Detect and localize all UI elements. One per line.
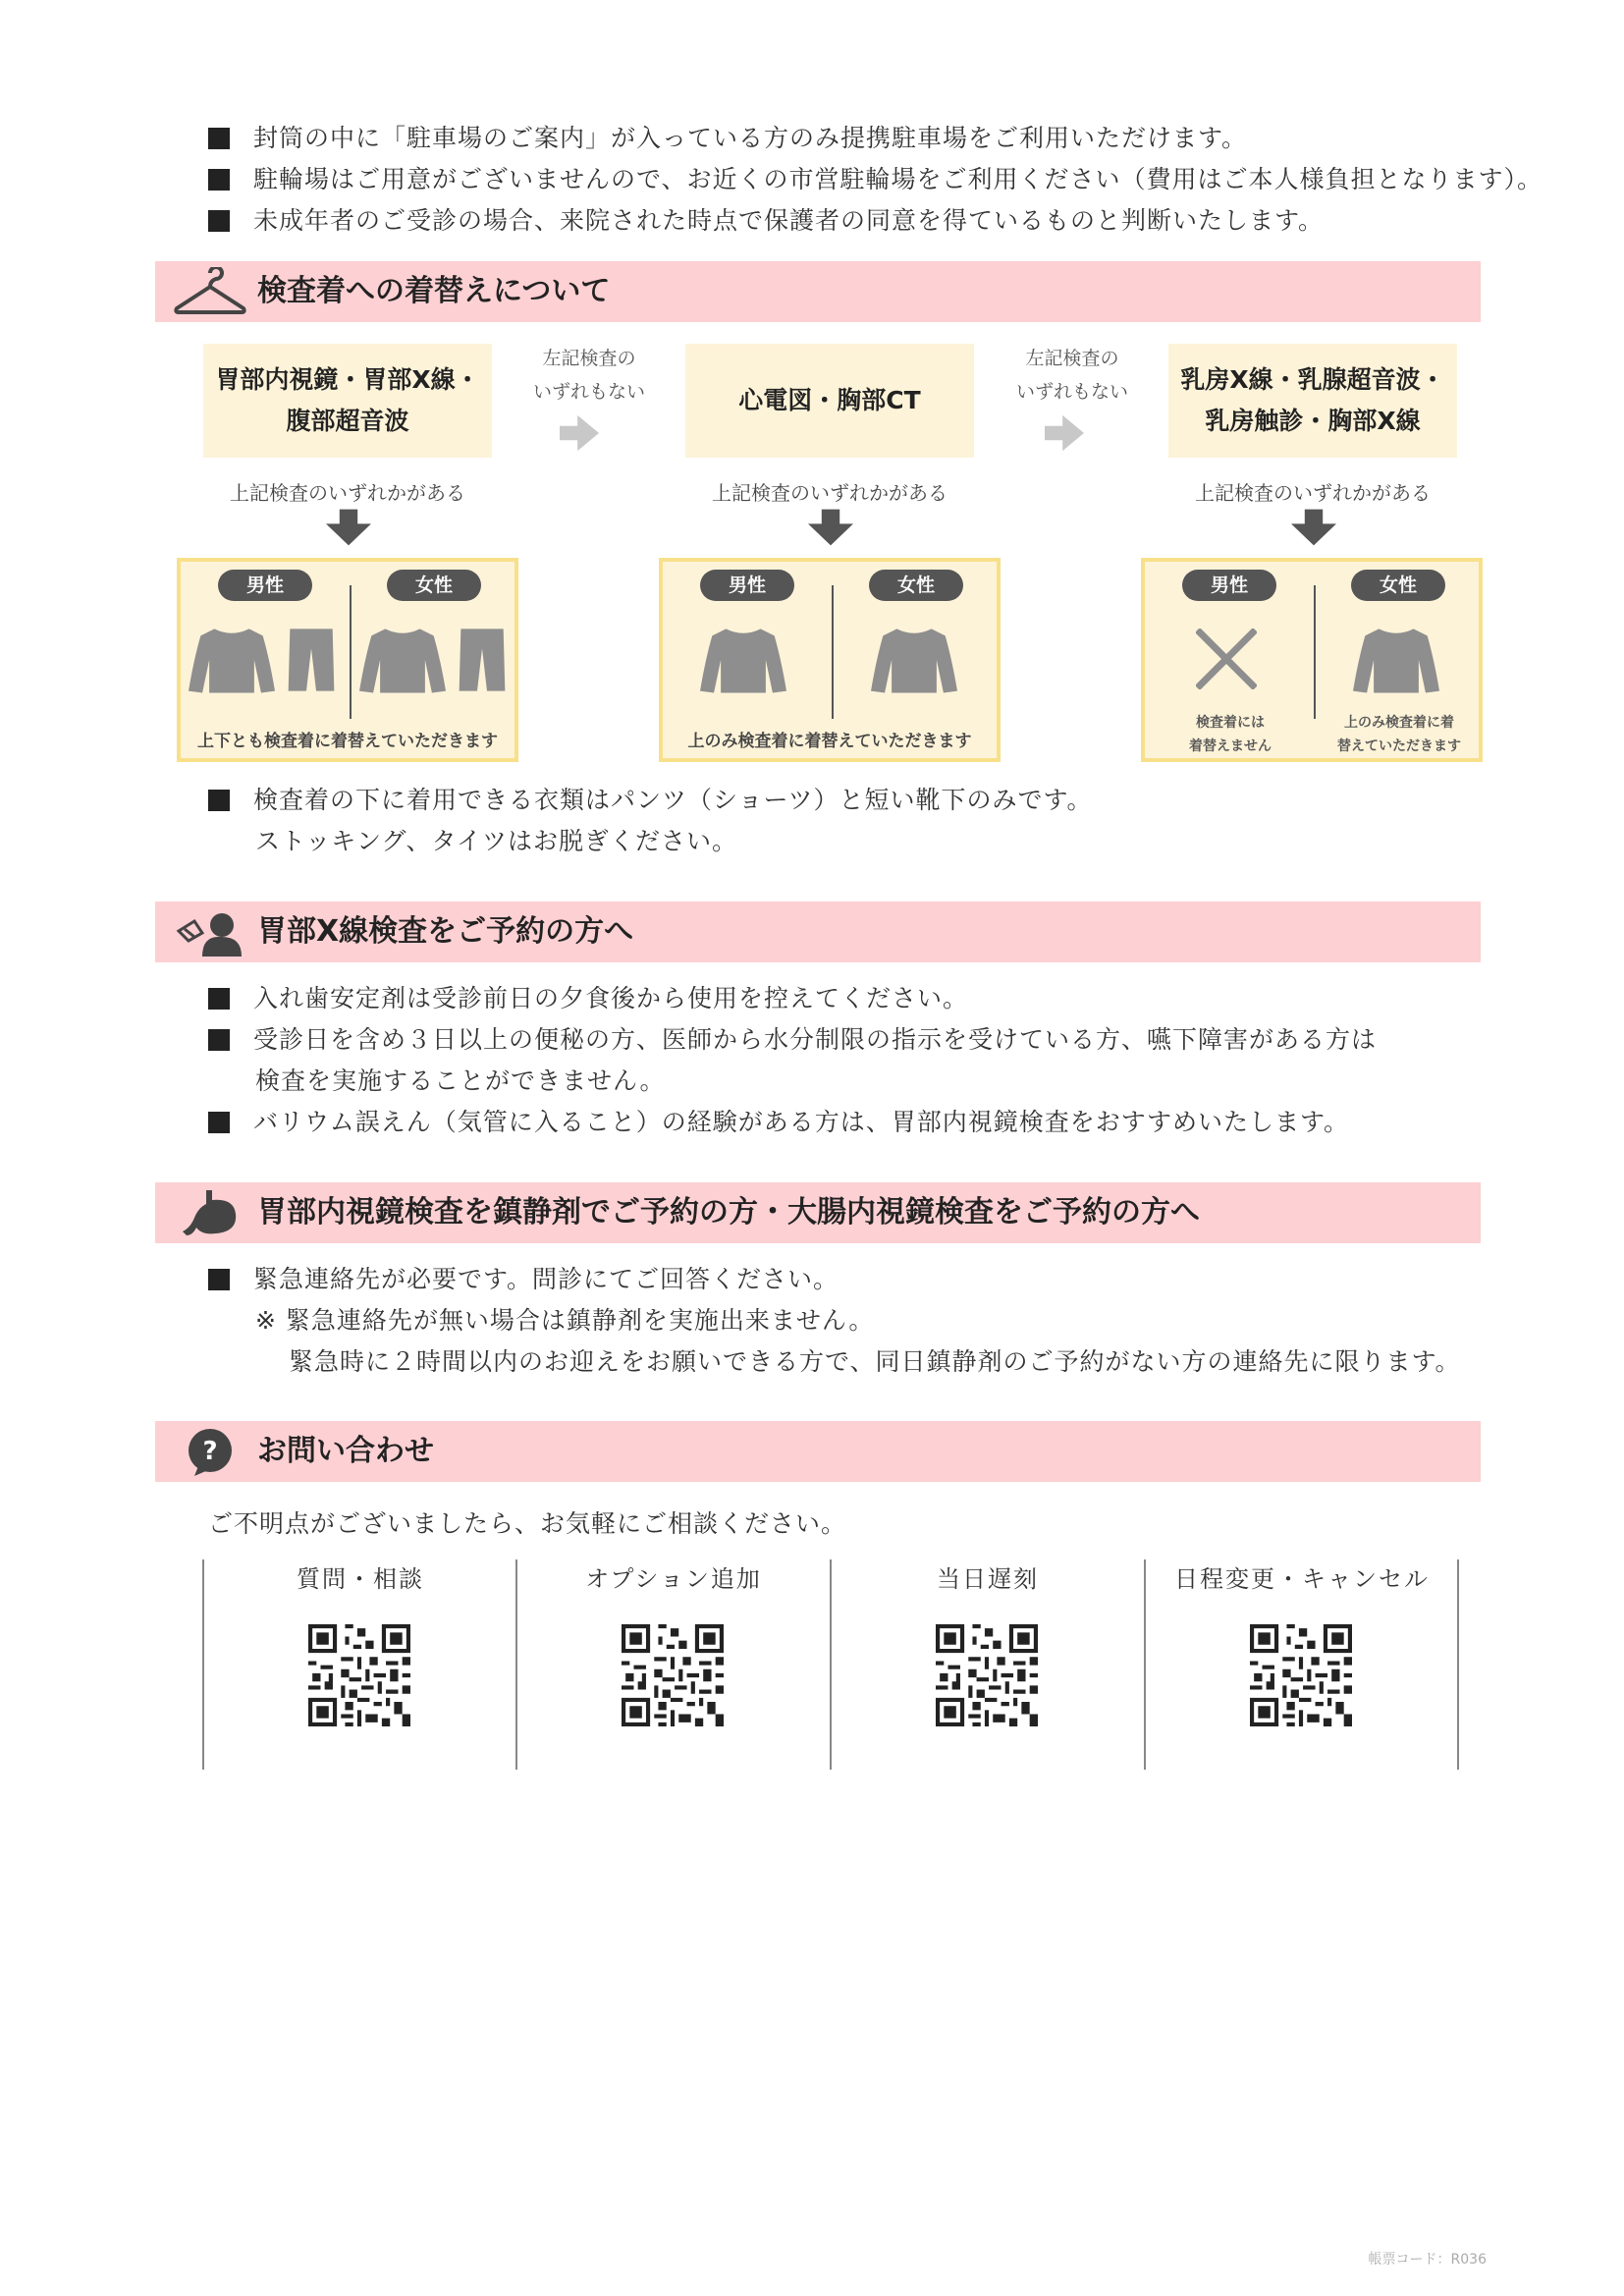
below-note-1: 上記検査のいずれかがある xyxy=(230,481,465,505)
bullet-square-icon xyxy=(208,1269,230,1290)
divider xyxy=(832,585,834,719)
section-header-gown xyxy=(155,261,1481,322)
endoscopy-note-1: ※ 緊急連絡先が無い場合は鎮静剤を実施出来ません。 xyxy=(255,1306,875,1335)
female-label: 女性 xyxy=(387,570,481,601)
bullet-square-icon xyxy=(208,988,230,1010)
qr-item-late[interactable] xyxy=(832,1559,1144,1770)
xray-bullet-1: 入れ歯安定剤は受診前日の夕食後から使用を控えてください。 xyxy=(208,978,968,1019)
bullet-square-icon xyxy=(208,210,230,232)
side-note-1: 左記検査の いずれもない xyxy=(532,348,645,403)
female-shirt-icon xyxy=(1353,623,1439,697)
right-arrow-icon xyxy=(560,414,599,452)
clothing-box-female-top xyxy=(1141,558,1483,762)
bullet-square-icon xyxy=(208,1029,230,1051)
endoscopy-note-2: 緊急時に２時間以内のお迎えをお願いできる方で、同日鎮静剤のご予約がない方の連絡先に限ります。 xyxy=(289,1347,1461,1376)
below-note-2: 上記検査のいずれかがある xyxy=(712,481,947,505)
exam-box-breast-chest: 乳房X線・乳腺超音波・ 乳房触診・胸部X線 xyxy=(1168,344,1457,458)
clothing-caption: 上のみ検査着に着替えていただきます xyxy=(687,732,972,751)
top-bullet-3: 未成年者のご受診の場合、来院された時点で保護者の同意を得ているものと判断いたします。 xyxy=(208,200,1324,242)
female-shirt-icon xyxy=(871,623,957,697)
qr-item-reschedule[interactable] xyxy=(1146,1559,1458,1770)
qr-code-icon[interactable] xyxy=(936,1624,1038,1726)
male-pants-icon xyxy=(287,623,336,697)
contact-intro: ご不明点がございましたら、お気軽にご相談ください。 xyxy=(208,1509,847,1538)
cross-icon xyxy=(1196,629,1257,689)
bullet-square-icon xyxy=(208,128,230,149)
side-note-2: 左記検査の いずれもない xyxy=(1015,348,1128,403)
female-pants-icon xyxy=(458,623,507,697)
male-shirt-icon xyxy=(189,623,275,697)
top-bullet-2: 駐輪場はご用意がございませんので、お近くの市営駐輪場をご利用ください（費用はご本人様負担となります）。 xyxy=(208,159,1543,200)
person-drinking-icon xyxy=(173,907,247,957)
bullet-square-icon xyxy=(208,169,230,191)
endoscopy-bullet-1: 緊急連絡先が必要です。問診にてご回答ください。 xyxy=(208,1259,839,1300)
xray-bullet-2: 受診日を含め３日以上の便秘の方、医師から水分制限の指示を受けている方、嚥下障害がある方は xyxy=(208,1019,1377,1061)
female-top-caption: 上のみ検査着に着 替えていただきます xyxy=(1337,715,1461,754)
gown-note-bullet: 検査着の下に着用できる衣類はパンツ（ショーツ）と短い靴下のみです。 xyxy=(208,780,1093,821)
divider xyxy=(350,585,352,719)
section-title: 検査着への着替えについて xyxy=(257,274,611,308)
qr-code-icon[interactable] xyxy=(308,1624,410,1726)
section-header-xray xyxy=(155,902,1481,962)
xray-bullet-3: バリウム誤えん（気管に入ること）の経験がある方は、胃部内視鏡検査をおすすめいたします。 xyxy=(208,1102,1349,1143)
qr-item-inquiry[interactable] xyxy=(204,1559,516,1770)
qr-label: 質問・相談 xyxy=(297,1565,424,1593)
male-no-change-caption: 検査着には 着替えません xyxy=(1189,715,1272,754)
gown-note-cont: ストッキング、タイツはお脱ぎください。 xyxy=(255,827,738,855)
clothing-caption: 上下とも検査着に着替えていただきます xyxy=(197,732,498,751)
qr-code-icon[interactable] xyxy=(622,1624,724,1726)
male-shirt-icon xyxy=(700,623,786,697)
top-bullet-1: 封筒の中に「駐車場のご案内」が入っている方のみ提携駐車場をご利用いただけます。 xyxy=(208,118,1247,159)
clothing-box-top-only xyxy=(659,558,1001,762)
qr-label: 日程変更・キャンセル xyxy=(1174,1565,1430,1593)
svg-text:?: ? xyxy=(202,1437,218,1466)
xray-bullet-2-cont: 検査を実施することができません。 xyxy=(255,1066,666,1095)
section-title: 胃部X線検査をご予約の方へ xyxy=(257,914,634,949)
exam-box-ecg-ct: 心電図・胸部CT xyxy=(685,344,974,458)
clothing-box-full xyxy=(177,558,518,762)
bullet-square-icon xyxy=(208,1112,230,1133)
down-arrow-icon xyxy=(326,509,371,546)
male-label: 男性 xyxy=(1182,570,1276,601)
exam-box-endoscopy-xray-ultrasound: 胃部内視鏡・胃部X線・ 腹部超音波 xyxy=(203,344,492,458)
section-title: お問い合わせ xyxy=(257,1434,434,1468)
qr-label: 当日遅刻 xyxy=(937,1565,1039,1593)
down-arrow-icon xyxy=(1291,509,1336,546)
male-label: 男性 xyxy=(218,570,312,601)
qr-label: オプション追加 xyxy=(585,1565,762,1593)
female-label: 女性 xyxy=(1351,570,1445,601)
question-bubble-icon xyxy=(173,1427,247,1476)
section-header-endoscopy xyxy=(155,1182,1481,1243)
male-label: 男性 xyxy=(700,570,794,601)
hanger-icon xyxy=(173,267,247,316)
qr-code-icon[interactable] xyxy=(1250,1624,1352,1726)
right-arrow-icon xyxy=(1045,414,1084,452)
form-code: 帳票コード：R036 xyxy=(1368,2252,1487,2268)
qr-item-option[interactable] xyxy=(517,1559,830,1770)
section-title: 胃部内視鏡検査を鎮静剤でご予約の方・大腸内視鏡検査をご予約の方へ xyxy=(257,1195,1200,1230)
divider xyxy=(1314,585,1316,719)
section-header-contact xyxy=(155,1421,1481,1482)
below-note-3: 上記検査のいずれかがある xyxy=(1195,481,1431,505)
female-shirt-icon xyxy=(359,623,446,697)
down-arrow-icon xyxy=(808,509,853,546)
bullet-square-icon xyxy=(208,790,230,811)
stomach-icon xyxy=(173,1188,247,1237)
female-label: 女性 xyxy=(869,570,963,601)
